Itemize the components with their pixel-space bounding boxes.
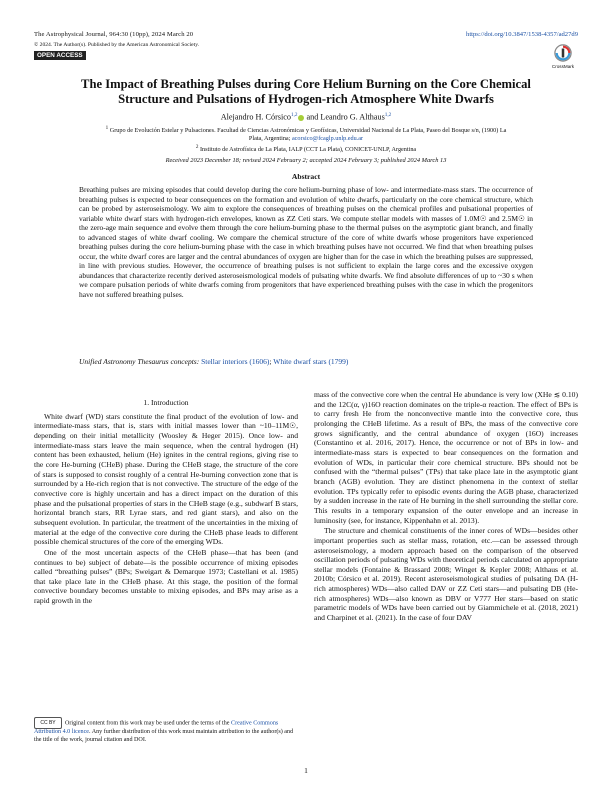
section-heading-introduction: 1. Introduction xyxy=(143,398,189,407)
crossmark-button[interactable] xyxy=(548,44,578,69)
license-text-1: Original content from this work may be used under the terms of the xyxy=(65,720,230,727)
uat-link-stellar-interiors[interactable]: Stellar interiors (1606) xyxy=(201,357,270,366)
affiliation-1-line-2: Plata, Argentina; xyxy=(248,135,291,143)
copyright-line: © 2024. The Author(s). Published by the American Astronomical Society. xyxy=(34,42,200,48)
uat-concepts xyxy=(79,357,533,367)
license-notice xyxy=(34,717,298,744)
uat-separator: ; xyxy=(269,357,272,366)
abstract-heading: Abstract xyxy=(291,172,321,181)
author-and: and xyxy=(306,112,319,122)
doi-link[interactable]: https://doi.org/10.3847/1538-4357/ad27d9 xyxy=(466,31,578,38)
orcid-icon[interactable] xyxy=(298,115,304,121)
column-right xyxy=(314,390,578,623)
affiliation-1 xyxy=(34,124,578,143)
affiliation-2-number: 2 xyxy=(195,144,199,150)
cc-license-icon[interactable]: CC BY xyxy=(34,717,62,729)
author-1-affil[interactable]: 1,2 xyxy=(291,112,298,118)
uat-label: Unified Astronomy Thesaurus concepts: xyxy=(79,357,200,366)
license-link[interactable]: Creative Commons Attribution 4.0 licence xyxy=(34,720,279,735)
author-2-affil[interactable]: 1,2 xyxy=(384,112,392,118)
affiliation-1-number: 1 xyxy=(105,125,109,131)
intro-paragraph-4: The structure and chemical constituents of the inner cores of WDs—besides other important properties such as stellar mass, rotation, etc.—can be assessed through asteroseismology, a modern approach based on the comparison of the observed oscillation periods of pulsating WDs with theoretical periods calculated on appropriate stellar models (Fontaine & Brassard 2008; Winget & Kepler 2008; Althaus et al. 2010b; Córsico et al. 2019). Recent asteroseismological studies of pulsating DA (H-rich atmospheres) WDs—also called DAV or ZZ Ceti stars—and pulsating DB (He-rich atmospheres) WDs—also known as DBV or V777 Her stars—based on static parametric models of WDs have been carried out by Giammichele et al. (2018, 2021) and Charpinet et al. (2021). In the case of four DAV xyxy=(314,526,578,623)
uat-link-white-dwarf-stars[interactable]: White dwarf stars (1799) xyxy=(273,357,349,366)
column-left xyxy=(34,398,298,606)
open-access-badge: OPEN ACCESS xyxy=(34,51,86,60)
abstract-text: Breathing pulses are mixing episodes that could develop during the core helium-burning phase of low- and intermediate-mass stars. The occurrence of breathing pulses is expected to bear consequences on the formation and evolution of white dwarfs, particularly on the core chemical structure, which can be probed by asteroseismology. We aim to explore the consequences of breathing pulses on the chemical profiles and pulsational properties of variable white dwarf stars with hydrogen-rich envelopes, known as ZZ Ceti stars. We compute stellar models with masses of 1.0M☉ and 2.5M☉ in the zero-age main sequence and evolve them through the core helium-burning phase to the thermal pulses on the asymptotic giant branch, and finally to advanced stages of white dwarf cooling. We compare the chemical structure of the core of white dwarfs whose progenitors have experienced breathing pulses during the core helium-burning phase with the case in which breathing pulses have not occurred. We find that when breathing pulses occur, the white dwarf cores are larger and the central abundances of oxygen are higher than for the case in which the breathing pulses are suppressed, in line with previous studies. However, the occurrence of breathing pulses is not sufficient to explain the large cores and the excessive oxygen abundances that characterize recently derived asteroseismological models of pulsating white dwarfs. We find absolute differences of up to ~30 s when we compare pulsation periods of white dwarfs coming from progenitors that have experienced breathing pulses with the case in which the progenitors have not suffered breathing pulses. xyxy=(79,185,533,299)
page-number: 1 xyxy=(304,766,308,775)
author-1[interactable]: Alejandro H. Córsico xyxy=(220,112,291,122)
intro-paragraph-3: mass of the convective core when the central He abundance is very low (XHe ≲ 0.10) and the 12C(α, γ)16O reaction dominates on the triple-α reaction. The effect of BPs is to carry fresh He from the nonconvective mantle into the convective core, thus prolonging the CHeB lifetime. As a result of BPs, the mass of the convective core grows significantly, and the central abundance of oxygen (16O) increases (Constantino et al. 2016, 2017). Hence, the occurrence or not of BPs in low- and intermediate-mass stars is expected to bear consequences on the formation and evolution of WDs, in particular their core chemical structure. BPs should not be confused with the “thermal pulses” (TPs) that take place late in the asymptotic giant branch (AGB) evolution. They are distinct phenomena in the context of stellar evolution. TPs typically refer to episodic events during the AGB phase, characterized by a sudden increase in the rate of He burning in the shell surrounding the stellar core. This results in a temporary expansion of the outer envelope and an increase in luminosity (see, for instance, Kippenhahn et al. 2013). xyxy=(314,390,578,525)
publication-dates: Received 2023 December 18; revised 2024 February 2; accepted 2024 February 3; published 2024 March 13 xyxy=(165,157,447,164)
author-2[interactable]: Leandro G. Althaus xyxy=(320,112,385,122)
journal-citation: The Astrophysical Journal, 964:30 (10pp), 2024 March 20 xyxy=(34,31,194,38)
title-line-2: Structure and Pulsations of Hydrogen-rich Atmosphere White Dwarfs xyxy=(118,92,494,106)
crossmark-icon xyxy=(554,44,572,62)
author-list xyxy=(34,112,578,122)
affiliation-2 xyxy=(34,143,578,154)
intro-paragraph-2: One of the most uncertain aspects of the CHeB phase—that has been (and continues to be) subject of debate—is the possible occurrence of mixing episodes called “breathing pulses” (BPs; Sweigart & Demarque 1973; Castellani et al. 1985) that take place late in the CHeB phase. At this stage, the position of the formal convective boundary becomes unstable to mixing episodes, and BPs may arise as a rapid growth in the xyxy=(34,547,298,606)
affiliation-1-line-1: Grupo de Evolución Estelar y Pulsaciones. Facultad de Ciencias Astronómicas y Geofísicas, Universidad Nacional de La Plata, Paseo del Bosque s/n, (1900) La xyxy=(109,127,507,135)
author-email-link[interactable]: acorsico@fcaglp.unlp.edu.ar xyxy=(291,135,364,143)
paper-title xyxy=(40,77,572,107)
license-text-2: . Any further distribution of this work must maintain attribution to the author(s) and the title of the work, journal citation and DOI. xyxy=(34,729,294,743)
intro-paragraph-1: White dwarf (WD) stars constitute the final product of the evolution of low- and intermediate-mass stars, that is, stars with initial masses lower than ~10–11M☉, depending on their initial metallicity (Woosley & Heger 2015). Once low- and intermediate-mass stars leave the main sequence, when the central hydrogen (H) content has been exhausted, helium (He) ignites in the central regions, giving rise to the core He-burning (CHeB) phase. During the CHeB stage, the structure of the core of stars is supposed to consist roughly of a central He-burning convection zone that is surrounded by a He-rich region that is not convective. The structure of the edge of the convective core is highly uncertain and has a direct impact on the duration of this phase and the pulsational properties of stars in the CHeB stage (e.g., subdwarf B stars, horizontal branch stars, RR Lyrae stars, and red giant stars), and also on the subsequent evolution. In particular, the treatment of the uncertainties in the mixing of material at the edge of the convective core during the CHeB phase leads to different possible chemical structures of the core of the emerging WDs. xyxy=(34,411,298,547)
title-line-1: The Impact of Breathing Pulses during Core Helium Burning on the Core Chemical xyxy=(81,77,531,91)
crossmark-label: CrossMark xyxy=(551,64,575,69)
affiliation-2-text: Instituto de Astrofísica de La Plata, IALP (CCT La Plata), CONICET-UNLP, Argentina xyxy=(199,146,417,154)
